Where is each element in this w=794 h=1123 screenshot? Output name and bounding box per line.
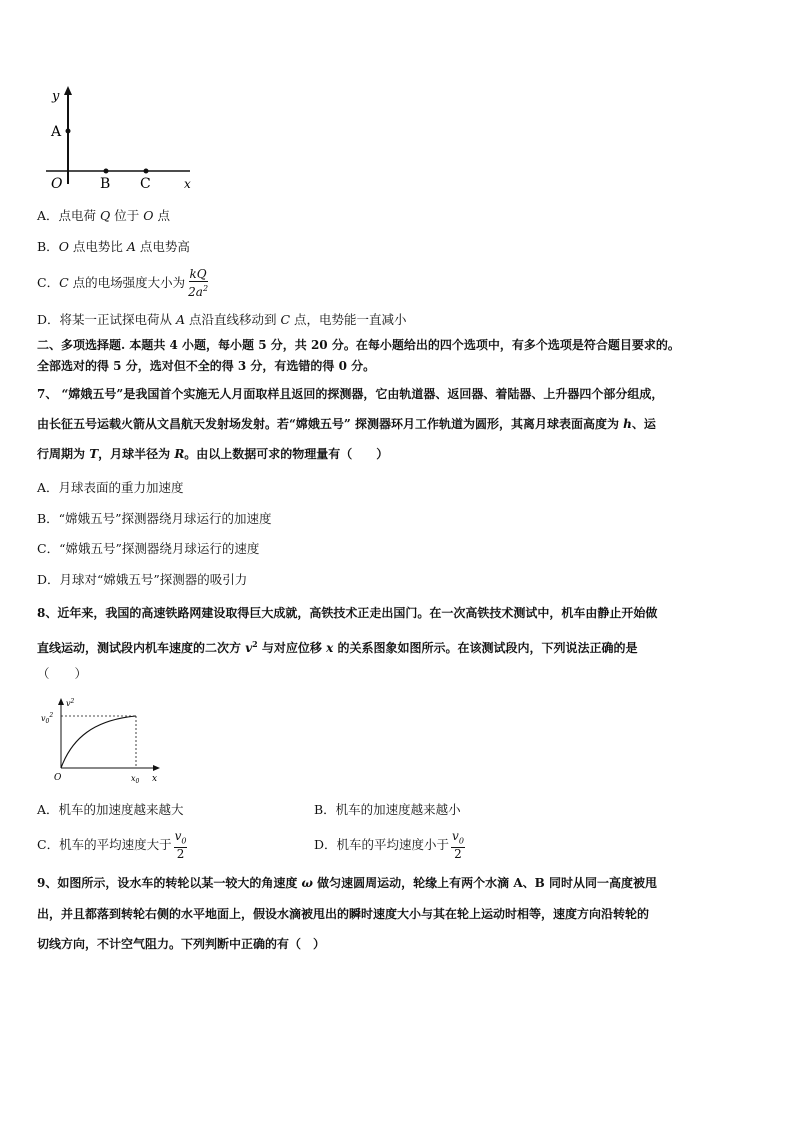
q8-option-d [314,828,467,862]
q8c-frac-num: v [174,828,182,843]
q6-opt-d-post: 点，电势能一直减小 [290,312,407,327]
q8-option-c [37,828,189,862]
q8-line2-mid: 与对应位移 [257,641,327,655]
q9-stem-line-3: 切线方向，不计空气阻力。下列判断中正确的有（ ） [37,937,326,951]
q8d-frac-num-sub: 0 [458,836,464,846]
fig1-b-label: B [100,176,111,192]
q8-line2-v: v [245,641,253,655]
q9-stem-line-2: 出，并且都落到转轮右侧的水平地面上，假设水滴被甩出的瞬时速度大小与其在轮上运动时相等，速度方向沿转轮的 [37,907,650,921]
q6-opt-a-mid: 位于 [110,208,144,223]
q6-opt-d-a: A [176,312,186,327]
q8-opt-d-text: D．机车的平均速度小于 [314,837,450,852]
q6-opt-a-o: O [143,208,154,223]
q8-line2-x: x [326,641,334,655]
q8-stem-line-1: 8、近年来，我国的高速铁路网建设取得巨大成就，高铁技术正走出国门。在一次高铁技术测试中，机车由静止开始做 [37,606,658,620]
q6-opt-d-mid: 点沿直线移动到 [185,312,281,327]
q8-stem-line-3: （ ） [37,666,88,681]
q6-opt-c-c: C [59,275,69,290]
q8c-frac-den: 2 [176,847,185,862]
q7-stem-line-1: 7、 “嫦娥五号”是我国首个实施无人月面取样且返回的探测器，它由轨道器、返回器、着陆器、上升器四个部分组成， [37,387,664,401]
fig2-x-arrow [153,765,160,771]
q6-opt-b-mid: 点电势比 [68,239,127,254]
point-a-dot [66,129,71,134]
q7-line2-h: h [623,417,632,431]
q7-option-c: C．“嫦娥五号”探测器绕月球运行的速度 [37,541,260,556]
figure-axes-abc [40,84,200,194]
q7-option-b: B．“嫦娥五号”探测器绕月球运行的加速度 [37,511,272,526]
section-2-heading-line-1: 二、多项选择题. 本题共 4 小题，每小题 5 分，共 20 分。在每小题给出的四个选项中，有多个选项是符合题目要求的。 [37,338,680,352]
q6-option-d [37,312,407,328]
q7-line3-r: R [174,447,185,461]
fig2-y-label: $v^2$ [66,698,75,708]
q6-opt-d-c: C [280,312,291,327]
q6-opt-c-text: 点的电场强度大小为 [68,275,186,290]
q8d-frac-num: v [452,828,459,843]
fig2-x-label: x [152,774,158,784]
q9-line1-pre: 9、如图所示，设水车的转轮以某一较大的角速度 [37,876,302,890]
q6-opt-a-q: Q [100,208,111,223]
q6-option-a [37,208,170,224]
q6-opt-d-pre: D．将某一正试探电荷从 [37,312,176,327]
q9-line1-post: 做匀速圆周运动，轮缘上有两个水滴 A、B 同时从同一高度被甩 [312,876,657,890]
point-b-dot [104,169,109,174]
q8c-frac-num-sub: 0 [181,836,187,846]
section-2-heading-line-2: 全部选对的得 5 分，选对但不全的得 3 分，有选错的得 0 分。 [37,359,376,373]
q6-frac-den-sup: 2 [202,284,209,293]
q8-option-a: A．机车的加速度越来越大 [37,802,184,817]
q6-opt-a-post: 点 [153,208,170,223]
q7-line3-t: T [89,447,99,461]
fig1-a-label: A [51,124,62,140]
q6-opt-c-fraction [187,268,209,299]
q6-frac-den: 2a [188,285,203,299]
q7-stem-line-3 [37,446,388,462]
q6-opt-a-pre: A．点电荷 [37,208,101,223]
fig1-x-label: x [184,177,191,191]
q6-opt-b-post: 点电势高 [135,239,190,254]
figure-v2-x-graph [38,694,168,786]
q7-line2-post: 、运 [631,417,656,431]
q7-option-a: A．月球表面的重力加速度 [37,480,184,495]
q7-line3-mid: ，月球半径为 [98,447,175,461]
fig2-y-arrow [58,698,64,705]
q7-line2-pre: 由长征五号运载火箭从文昌航天发射场发射。若“嫦娥五号” 探测器环月工作轨道为圆形，其离月球表面高度为 [37,417,624,431]
point-c-dot [144,169,149,174]
fig2-y-tick-label: $v_0^2$ [41,712,54,725]
q6-opt-c-pre: C． [37,275,60,290]
y-axis-arrow [64,86,72,95]
fig2-curve [61,716,136,768]
q6-option-c [37,266,211,300]
q6-option-b [37,239,190,255]
q8-opt-c-text: C．机车的平均速度大于 [37,837,172,852]
q9-line1-omega: ω [301,876,313,890]
q6-opt-b-pre: B． [37,239,59,254]
q8-line2-sup: 2 [252,639,258,649]
fig1-origin-label: O [51,176,63,192]
q7-stem-line-2 [37,416,656,432]
q8-opt-c-fraction [174,830,188,861]
q8-line2-post: 的关系图象如图所示。在该测试段内，下列说法正确的是 [333,641,638,655]
fig2-origin-label: O [54,773,62,783]
q6-opt-b-o: O [58,239,69,254]
q9-stem-line-1 [37,875,657,891]
fig1-y-label: y [52,89,60,104]
q8d-frac-den: 2 [454,847,462,862]
q7-line3-post: 。由以上数据可求的物理量有（ ） [184,447,389,461]
q7-line3-pre: 行周期为 [37,447,90,461]
q8-line2-pre: 直线运动，测试段内机车速度的二次方 [37,641,246,655]
q8-option-b: B．机车的加速度越来越小 [314,802,461,817]
q7-option-d: D．月球对“嫦娥五号”探测器的吸引力 [37,572,248,587]
q8-stem-line-2 [37,636,637,656]
fig1-c-label: C [140,176,151,192]
q8-opt-d-fraction [451,830,465,861]
q6-frac-num: kQ [189,267,207,281]
fig2-x-tick-label: $x_0$ [131,774,140,785]
q6-opt-b-a: A [126,239,136,254]
